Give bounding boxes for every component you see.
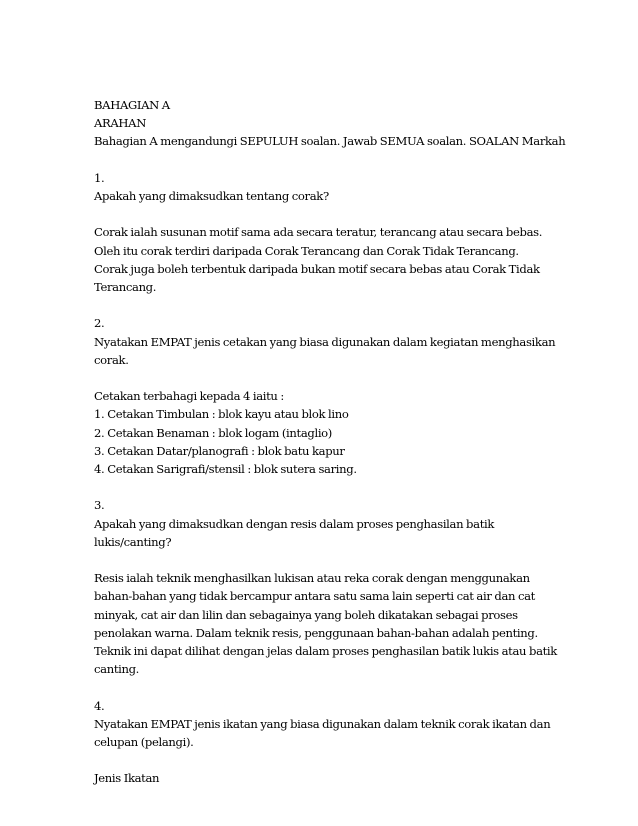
question-number: 3. (94, 498, 105, 513)
document-page (94, 96, 564, 788)
question-text: Apakah yang dimaksudkan tentang corak? (94, 189, 329, 203)
question-text: corak. (94, 352, 129, 367)
answer-list-item: 4. Cetakan Sarigrafi/stensil : blok sutera saring. (94, 462, 357, 476)
spacer (94, 678, 564, 696)
answer-line: Teknik ini dapat dilihat dengan jelas dalam proses penghasilan batik lukis atau batik (94, 644, 557, 658)
section-heading: BAHAGIAN A (94, 98, 170, 112)
question-text: celupan (pelangi). (94, 735, 194, 749)
answer-line: Oleh itu corak terdiri daripada Corak Terancang dan Corak Tidak Terancang. (94, 243, 519, 258)
spacer (94, 551, 564, 569)
answer-list-item: 2. Cetakan Benaman : blok logam (intaglio) (94, 425, 332, 440)
question-text: Nyatakan EMPAT jenis ikatan yang biasa digunakan dalam teknik corak ikatan dan (94, 716, 551, 731)
question-number: 4. (94, 698, 105, 713)
question-text: lukis/canting? (94, 534, 172, 549)
answer-line: Corak ialah susunan motif sama ada secara teratur, terancang atau secara bebas. (94, 225, 543, 240)
spacer (94, 751, 564, 769)
spacer (94, 478, 564, 496)
spacer (94, 205, 564, 223)
spacer (94, 369, 564, 387)
answer-line: Jenis Ikatan (94, 771, 160, 786)
spacer (94, 151, 564, 169)
answer-line: penolakan warna. Dalam teknik resis, penggunaan bahan-bahan adalah penting. (94, 625, 538, 640)
answer-line: Terancang. (94, 280, 157, 294)
question-text: Nyatakan EMPAT jenis cetakan yang biasa digunakan dalam kegiatan menghasikan (94, 334, 556, 349)
spacer (94, 296, 564, 314)
answer-line: Corak juga boleh terbentuk daripada bukan motif secara bebas atau Corak Tidak (94, 261, 540, 276)
answer-list-item: 3. Cetakan Datar/planografi : blok batu kapur (94, 443, 345, 458)
instructions-text: Bahagian A mengandungi SEPULUH soalan. Jawab SEMUA soalan. SOALAN Markah (94, 134, 566, 149)
answer-line: minyak, cat air dan lilin dan sebagainya yang boleh dikatakan sebagai proses (94, 607, 518, 622)
answer-list-item: 1. Cetakan Timbulan : blok kayu atau blok lino (94, 407, 349, 422)
answer-line: Resis ialah teknik menghasilkan lukisan atau reka corak dengan menggunakan (94, 571, 530, 586)
question-number: 1. (94, 170, 105, 185)
question-number: 2. (94, 316, 105, 331)
question-text: Apakah yang dimaksudkan dengan resis dalam proses penghasilan batik (94, 516, 495, 531)
instructions-title: ARAHAN (94, 116, 147, 131)
answer-line: bahan-bahan yang tidak bercampur antara satu sama lain seperti cat air dan cat (94, 589, 535, 604)
answer-line: canting. (94, 662, 140, 677)
answer-line: Cetakan terbahagi kepada 4 iaitu : (94, 389, 284, 404)
